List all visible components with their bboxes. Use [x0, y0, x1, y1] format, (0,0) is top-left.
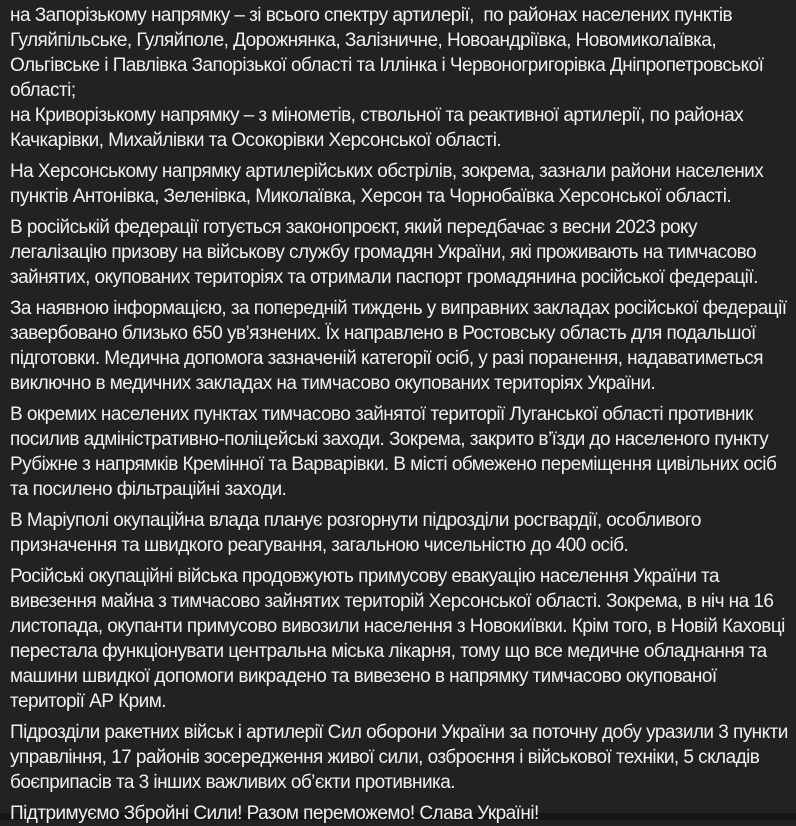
paragraph-missile-artillery-strikes: Підрозділи ракетних військ і артилерії Сил оборони України за поточну добу уразили 3 пункти управління, 17 районів зосередження живої сили, озброєння і військової техніки, 5 складів боєприпасів та 3 інших важливих об’єкти противника.: [10, 722, 793, 793]
paragraph-luhansk-restrictions: В окремих населених пунктах тимчасово зайнятої території Луганської області противник посилив адміністративно-поліцейські заходи. Зокрема, закрито в’їзди до населеного пункту Рубіжне з напрямків Кремінної та Варварівки. В місті обмежено переміщення цивільних осіб та посилено фільтраційні заходи.: [10, 404, 782, 500]
paragraph-zaporizhzhia-direction: на Запорізькому напрямку – зі всього спектру артилерії, по районах населених пунктів Гуляйпільське, Гуляйполе, Дорожнянка, Залізничне, Новоандріївка, Новомиколаївка, Ольгівське і Павлівка Запорізької області та Іллінка і Червоногригорівка Дніпропетровської області;: [10, 5, 769, 101]
paragraph-mariupol-rosgvardia: В Маріуполі окупаційна влада планує розгорнути підрозділи росгвардії, особливого призначення та швидкого реагування, загальною чисельністю до 400 осіб.: [10, 510, 706, 556]
paragraph-closing-slogan: Підтримуємо Збройні Сили! Разом переможемо! Слава Україні!: [10, 803, 539, 824]
paragraph-kherson-direction: На Херсонському напрямку артилерійських обстрілів, зокрема, зазнали райони населених пунктів Антонівка, Зеленівка, Миколаївка, Херсон та Чорнобаївка Херсонської області.: [10, 161, 768, 207]
paragraph-kryvyi-rih-direction: на Криворізькому напрямку – з мінометів, ствольної та реактивної артилерії, по районах Качкарівки, Михайлівки та Осокорівки Херсонської області.: [10, 105, 748, 151]
paragraph-forced-evacuation: Російські окупаційні війська продовжують примусову евакуацію населення України та вивезення майна з тимчасово зайнятих територій Херсонської області. Зокрема, в ніч на 16 листопада, окупанти примусово вивозили населення з Новокиївки. Крім того, в Новій Каховці перестала функціонувати центральна міська лікарня, тому що все медичне обладнання та машини швидкої допомоги викрадено та вивезено в напрямку тимчасово окупованої території АР Крим.: [10, 566, 790, 712]
paragraph-prison-recruitment: За наявною інформацією, за попередній тиждень у виправних закладах російської федерації завербовано близько 650 ув’язнених. Їх направлено в Ростовську область для подальшої підготовки. Медична допомога зазначеній категорії осіб, у разі поранення, надаватиметься виключно в медичних закладах на тимчасово окупованих територіях України.: [10, 298, 792, 394]
paragraph-rf-draft-law: В російській федерації готується законопроєкт, який передбачає з весни 2023 року легалізацію призову на військову службу громадян України, які проживають на тимчасово зайнятих, окупованих територіях та отримали паспорт громадянина російської федерації.: [10, 217, 761, 288]
